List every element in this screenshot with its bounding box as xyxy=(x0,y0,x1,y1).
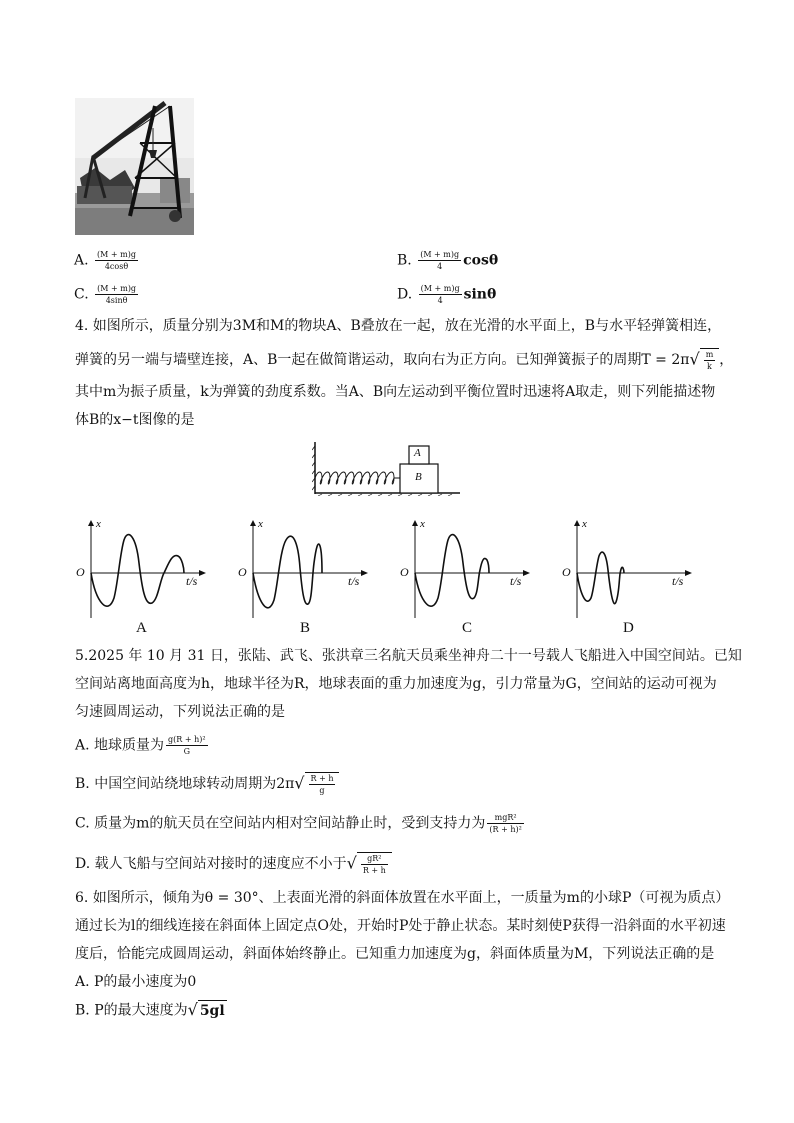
spring-block-diagram xyxy=(312,440,462,496)
origin-label: O xyxy=(238,565,247,579)
q6-option-b: B. P的最大速度为√ 5gl xyxy=(75,1000,225,1019)
fraction: $\frac{(M + m)g}{4}$ xyxy=(420,284,460,305)
graph-letter: A xyxy=(136,620,147,636)
q5-line-3: 匀速圆周运动，下列说法正确的是 xyxy=(75,704,285,720)
graph-a xyxy=(72,518,212,640)
q6-option-a: A. P的最小速度为0 xyxy=(75,974,197,990)
fraction: $\frac{m}{k}$ xyxy=(705,350,714,371)
fraction: $\frac{(M + m)g}{4\cos\theta}$ xyxy=(97,250,136,271)
graph-d xyxy=(558,518,698,640)
sqrt: √ $\frac{m}{k}$ xyxy=(689,348,719,372)
q4-line-2: 弹簧的另一端与墙壁连接，A、B一起在做简谐运动，取向右为正方向。已知弹簧振子的周期T = 2π√ $\frac{m}{k}$ ， xyxy=(75,349,734,371)
origin-label: O xyxy=(76,565,85,579)
y-axis-label: x xyxy=(420,518,425,530)
sqrt: √ $\frac{\text{gR²}}{R + h}$ xyxy=(347,852,392,876)
fraction: $\frac{\text{gR²}}{R + h}$ xyxy=(362,854,386,875)
y-axis-label: x xyxy=(582,518,587,530)
q5-option-d: D. 载人飞船与空间站对接时的速度应不小于√ $\frac{\text{gR²}}{R + h}$ xyxy=(75,852,392,876)
fraction: $\frac{\text{g(R + h)²}}{G}$ xyxy=(168,735,206,756)
q3-option-d: D. $\frac{(M + m)g}{4}$ sinθ xyxy=(397,284,497,305)
origin-label: O xyxy=(562,565,571,579)
fraction: $\frac{R + h}{g}$ xyxy=(310,774,334,795)
x-axis-label: t/s xyxy=(510,574,522,588)
q6-line-1: 6. 如图所示，倾角为θ = 30°、上表面光滑的斜面体放置在水平面上，一质量为m的小球P（可视为质点） xyxy=(75,890,730,906)
block-a-label: A xyxy=(414,447,421,459)
graph-b xyxy=(234,518,374,640)
block-b-label: B xyxy=(415,471,422,483)
q3-option-c: C. $\frac{(M + m)g}{4\sin\theta}$ xyxy=(74,284,137,305)
sqrt: √ $\frac{R + h}{g}$ xyxy=(294,772,339,796)
q5-option-b: B. 中国空间站绕地球转动周期为2π√ $\frac{R + h}{g}$ xyxy=(75,772,339,796)
q5-option-a: A. 地球质量为 $\frac{\text{g(R + h)²}}{G}$ xyxy=(75,735,206,756)
q3-option-a: A. $\frac{(M + m)g}{4\cos\theta}$ xyxy=(74,250,136,271)
x-axis-label: t/s xyxy=(672,574,684,588)
q3-option-b: B. $\frac{(M + m)g}{4}$ cosθ xyxy=(397,250,499,271)
q5-option-c: C. 质量为m的航天员在空间站内相对空间站静止时，受到支持力为 $\frac{\text{mgR²}}{\text{(R + h)²}}$ xyxy=(75,813,522,834)
y-axis-label: x xyxy=(96,518,101,530)
fraction: $\frac{(M + m)g}{4\sin\theta}$ xyxy=(97,284,137,305)
x-axis-label: t/s xyxy=(348,574,360,588)
q4-line-1: 4. 如图所示，质量分别为3M和M的物块A、B叠放在一起，放在光滑的水平面上，B与水平轻弹簧相连， xyxy=(75,318,722,334)
gantry-crane-photo xyxy=(75,98,194,235)
q6-line-2: 通过长为l的细线连接在斜面体上固定点O处，开始时P处于静止状态。某时刻使P获得一沿斜面的水平初速 xyxy=(75,918,726,934)
q5-line-2: 空间站离地面高度为h，地球半径为R，地球表面的重力加速度为g，引力常量为G，空间站的运动可视为 xyxy=(75,676,717,692)
x-axis-label: t/s xyxy=(186,574,198,588)
graph-c xyxy=(396,518,536,640)
graph-letter: D xyxy=(623,620,634,636)
q4-line-4: 体B的x−t图像的是 xyxy=(75,412,195,428)
q5-line-1: 5.2025 年 10 月 31 日，张陆、武飞、张洪章三名航天员乘坐神舟二十一号载人飞船进入中国空间站。已知 xyxy=(75,648,742,664)
fraction: $\frac{\text{mgR²}}{\text{(R + h)²}}$ xyxy=(489,813,522,834)
sqrt: √ 5gl xyxy=(187,1000,225,1019)
q4-line-3: 其中m为振子质量，k为弹簧的劲度系数。当A、B向左运动到平衡位置时迅速将A取走，则下列能描述物 xyxy=(75,384,716,400)
graph-letter: C xyxy=(462,620,473,636)
graph-letter: B xyxy=(300,620,311,636)
origin-label: O xyxy=(400,565,409,579)
q6-line-3: 度后，恰能完成圆周运动，斜面体始终静止。已知重力加速度为g，斜面体质量为M，下列说法正确的是 xyxy=(75,946,715,962)
y-axis-label: x xyxy=(258,518,263,530)
fraction: $\frac{(M + m)g}{4}$ xyxy=(420,250,460,271)
